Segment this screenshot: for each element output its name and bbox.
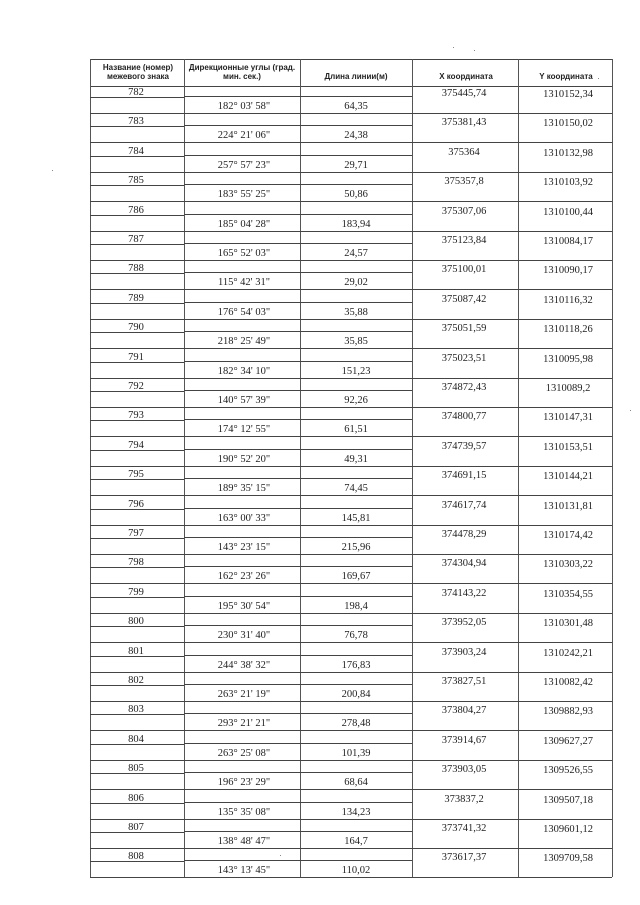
x-coordinate: 373903,05 — [441, 764, 487, 776]
x-coordinate: 374872,43 — [441, 382, 487, 393]
direction-angle: 195° 30' 54" — [217, 600, 271, 612]
row-separator — [184, 802, 412, 803]
x-coordinate: 373952,05 — [441, 617, 487, 629]
x-coordinate: 375100,01 — [441, 264, 487, 276]
row-separator — [184, 625, 412, 626]
table-column-divider — [412, 59, 413, 877]
row-separator — [184, 478, 412, 479]
x-coordinate: 375357,8 — [444, 176, 484, 188]
line-length: 29,71 — [344, 159, 368, 171]
table-column-divider — [300, 59, 301, 877]
row-separator — [90, 730, 612, 731]
direction-angle: 115° 42' 31" — [218, 277, 270, 289]
row-separator — [90, 672, 612, 673]
point-name: 782 — [128, 87, 144, 98]
row-separator — [184, 243, 412, 244]
point-name: 788 — [128, 263, 144, 275]
row-separator — [90, 348, 612, 349]
row-separator — [184, 831, 412, 832]
row-separator — [184, 272, 412, 273]
line-length: 134,23 — [341, 806, 371, 818]
row-separator — [90, 407, 612, 408]
table-top-border — [90, 59, 612, 60]
row-separator — [184, 214, 412, 215]
row-separator — [184, 302, 412, 303]
line-length: 151,23 — [341, 365, 371, 377]
y-coordinate: 1309507,18 — [543, 794, 593, 806]
y-coordinate: 1309627,27 — [543, 735, 593, 747]
y-coordinate: 1310118,26 — [543, 324, 593, 336]
direction-angle: 162° 23' 26" — [217, 571, 271, 583]
x-coordinate: 375087,42 — [441, 293, 487, 305]
row-separator — [184, 331, 412, 332]
direction-angle: 182° 34' 10" — [217, 365, 271, 377]
y-coordinate: 1310147,31 — [543, 412, 593, 424]
y-coordinate: 1310301,48 — [543, 618, 593, 630]
line-length: 35,88 — [344, 306, 368, 318]
row-separator — [90, 525, 612, 526]
x-coordinate: 373827,51 — [441, 676, 487, 687]
y-coordinate: 1309601,12 — [543, 824, 593, 835]
x-coordinate: 373837,2 — [444, 793, 484, 805]
line-length: 68,64 — [344, 777, 368, 789]
direction-angle: 230° 31' 40" — [217, 630, 271, 642]
point-name: 789 — [128, 292, 144, 304]
row-separator — [184, 419, 412, 420]
scan-speck — [630, 410, 631, 411]
point-name: 802 — [128, 675, 144, 686]
row-separator — [184, 184, 412, 185]
direction-angle: 165° 52' 03" — [217, 248, 271, 259]
row-separator — [90, 642, 612, 643]
y-coordinate: 1310100,44 — [543, 206, 593, 218]
row-separator — [184, 449, 412, 450]
scan-speck — [474, 50, 475, 51]
point-name: 797 — [128, 528, 144, 539]
line-length: 176,83 — [341, 659, 371, 671]
direction-angle: 135° 35' 08" — [217, 806, 271, 818]
y-coordinate: 1310116,32 — [543, 294, 593, 306]
point-name: 783 — [128, 116, 144, 128]
table-column-divider — [184, 59, 185, 877]
point-name: 800 — [128, 616, 144, 628]
direction-angle: 138° 48' 47" — [217, 836, 271, 847]
x-coordinate: 375307,06 — [441, 205, 487, 217]
row-separator — [184, 684, 412, 685]
header-direction-angle: Дирекционные углы (град. мин. сек.) — [188, 63, 296, 81]
point-name: 807 — [128, 822, 144, 833]
row-separator — [90, 466, 612, 467]
header-line-length: Длина линии(м) — [324, 72, 388, 81]
direction-angle: 176° 54' 03" — [217, 306, 271, 318]
point-name: 792 — [128, 381, 144, 392]
y-coordinate: 1310089,2 — [545, 383, 591, 394]
point-name: 785 — [128, 175, 144, 187]
direction-angle: 143° 13' 45" — [217, 865, 271, 877]
x-coordinate: 373741,32 — [441, 823, 487, 834]
x-coordinate: 374304,94 — [441, 558, 487, 570]
point-name: 790 — [128, 322, 144, 334]
row-separator — [90, 113, 612, 114]
line-length: 101,39 — [341, 747, 371, 759]
line-length: 64,35 — [344, 101, 368, 112]
x-coordinate: 375123,84 — [441, 235, 487, 246]
row-separator — [90, 495, 612, 496]
point-name: 804 — [128, 733, 144, 745]
row-separator — [184, 361, 412, 362]
line-length: 24,57 — [344, 248, 368, 259]
x-coordinate: 375051,59 — [441, 323, 487, 335]
x-coordinate: 373903,24 — [441, 646, 487, 658]
x-coordinate: 373617,37 — [441, 852, 487, 864]
row-separator — [90, 819, 612, 820]
direction-angle: 263° 21' 19" — [217, 689, 271, 700]
line-length: 76,78 — [344, 630, 368, 642]
scan-speck — [598, 78, 599, 79]
row-separator — [90, 554, 612, 555]
row-separator — [90, 613, 612, 614]
row-separator — [184, 508, 412, 509]
x-coordinate: 375381,43 — [441, 117, 487, 129]
line-length: 164,7 — [344, 836, 368, 847]
point-name: 786 — [128, 204, 144, 216]
line-length: 24,38 — [344, 130, 368, 142]
point-name: 806 — [128, 792, 144, 804]
row-separator — [90, 436, 612, 437]
y-coordinate: 1310084,17 — [543, 236, 593, 247]
direction-angle: 185° 04' 28" — [217, 218, 271, 230]
row-separator — [90, 172, 612, 173]
y-coordinate: 1310090,17 — [543, 265, 593, 277]
direction-angle: 182° 03' 58" — [217, 101, 271, 112]
y-coordinate: 1310103,92 — [543, 177, 593, 189]
row-separator — [90, 289, 612, 290]
table-column-divider — [90, 59, 91, 877]
point-name: 787 — [128, 234, 144, 245]
point-name: 805 — [128, 763, 144, 775]
header-point-name: Название (номер) межевого знака — [102, 63, 174, 81]
direction-angle: 163° 00' 33" — [217, 512, 271, 524]
point-name: 798 — [128, 557, 144, 569]
line-length: 198,4 — [344, 600, 368, 612]
table-column-divider — [612, 59, 613, 877]
point-name: 793 — [128, 410, 144, 422]
row-separator — [90, 701, 612, 702]
line-length: 183,94 — [341, 218, 371, 230]
x-coordinate: 375023,51 — [441, 352, 487, 364]
row-separator — [90, 583, 612, 584]
line-length: 92,26 — [344, 395, 368, 406]
line-length: 145,81 — [341, 512, 371, 524]
line-length: 35,85 — [344, 336, 368, 348]
row-separator — [184, 596, 412, 597]
header-y-coordinate: Y координата — [539, 72, 593, 81]
direction-angle: 293° 21' 21" — [217, 718, 271, 730]
direction-angle: 257° 57' 23" — [217, 159, 271, 171]
x-coordinate: 374143,22 — [441, 587, 487, 599]
y-coordinate: 1310303,22 — [543, 559, 593, 571]
y-coordinate: 1310150,02 — [543, 118, 593, 130]
point-name: 795 — [128, 469, 144, 481]
row-separator — [184, 860, 412, 861]
x-coordinate: 374617,74 — [441, 499, 487, 511]
direction-angle: 224° 21' 06" — [217, 130, 271, 142]
row-separator — [184, 655, 412, 656]
x-coordinate: 373914,67 — [441, 734, 487, 746]
row-separator — [90, 201, 612, 202]
x-coordinate: 375364 — [448, 146, 480, 158]
line-length: 74,45 — [344, 483, 368, 495]
line-length: 215,96 — [341, 542, 371, 553]
y-coordinate: 1310153,51 — [543, 441, 593, 453]
y-coordinate: 1310095,98 — [543, 353, 593, 365]
row-separator — [90, 319, 612, 320]
direction-angle: 174° 12' 55" — [217, 424, 271, 436]
direction-angle: 244° 38' 32" — [217, 659, 271, 671]
line-length: 169,67 — [341, 571, 371, 583]
y-coordinate: 1310132,98 — [543, 147, 593, 159]
row-separator — [184, 125, 412, 126]
row-separator — [184, 155, 412, 156]
row-separator — [90, 260, 612, 261]
direction-angle: 143° 23' 15" — [217, 542, 271, 553]
row-separator — [184, 713, 412, 714]
point-name: 796 — [128, 498, 144, 510]
point-name: 808 — [128, 851, 144, 863]
point-name: 801 — [128, 645, 144, 657]
x-coordinate: 374800,77 — [441, 411, 487, 423]
x-coordinate: 374739,57 — [441, 440, 487, 452]
direction-angle: 218° 25' 49" — [217, 336, 271, 348]
row-separator — [90, 231, 612, 232]
direction-angle: 263° 25' 08" — [217, 747, 271, 759]
row-separator — [90, 789, 612, 790]
y-coordinate: 1310354,55 — [543, 588, 593, 600]
point-name: 799 — [128, 586, 144, 598]
line-length: 61,51 — [344, 424, 368, 436]
x-coordinate: 374478,29 — [441, 529, 487, 540]
direction-angle: 190° 52' 20" — [217, 453, 271, 465]
row-separator — [184, 743, 412, 744]
y-coordinate: 1310082,42 — [543, 677, 593, 688]
scan-speck — [453, 47, 454, 48]
x-coordinate: 375445,74 — [441, 88, 487, 99]
header-x-coordinate: X координата — [439, 72, 493, 81]
row-separator — [184, 390, 412, 391]
y-coordinate: 1309709,58 — [543, 853, 593, 865]
y-coordinate: 1310144,21 — [543, 471, 593, 483]
y-coordinate: 1309526,55 — [543, 765, 593, 777]
row-separator — [90, 142, 612, 143]
direction-angle: 183° 55' 25" — [217, 189, 271, 201]
x-coordinate: 374691,15 — [441, 470, 487, 482]
row-separator — [90, 378, 612, 379]
table-column-divider — [518, 59, 519, 877]
direction-angle: 196° 23' 29" — [217, 777, 271, 789]
y-coordinate: 1310131,81 — [543, 500, 593, 512]
point-name: 784 — [128, 145, 144, 157]
line-length: 278,48 — [341, 718, 371, 730]
row-separator — [90, 877, 612, 878]
y-coordinate: 1310242,21 — [543, 647, 593, 659]
line-length: 200,84 — [341, 689, 371, 700]
y-coordinate: 1310152,34 — [543, 89, 593, 100]
direction-angle: 189° 35' 15" — [217, 483, 271, 495]
scan-speck — [52, 170, 53, 171]
point-name: 794 — [128, 439, 144, 451]
point-name: 791 — [128, 351, 144, 363]
point-name: 803 — [128, 704, 144, 716]
row-separator — [184, 537, 412, 538]
row-separator — [184, 96, 412, 97]
scan-speck — [280, 855, 281, 856]
line-length: 29,02 — [344, 277, 368, 289]
line-length: 50,86 — [344, 189, 368, 201]
y-coordinate: 1309882,93 — [543, 706, 593, 718]
line-length: 49,31 — [344, 453, 368, 465]
line-length: 110,02 — [341, 865, 371, 877]
row-separator — [90, 760, 612, 761]
direction-angle: 140° 57' 39" — [217, 395, 271, 406]
x-coordinate: 373804,27 — [441, 705, 487, 717]
y-coordinate: 1310174,42 — [543, 530, 593, 541]
row-separator — [90, 848, 612, 849]
row-separator — [184, 772, 412, 773]
row-separator — [184, 566, 412, 567]
